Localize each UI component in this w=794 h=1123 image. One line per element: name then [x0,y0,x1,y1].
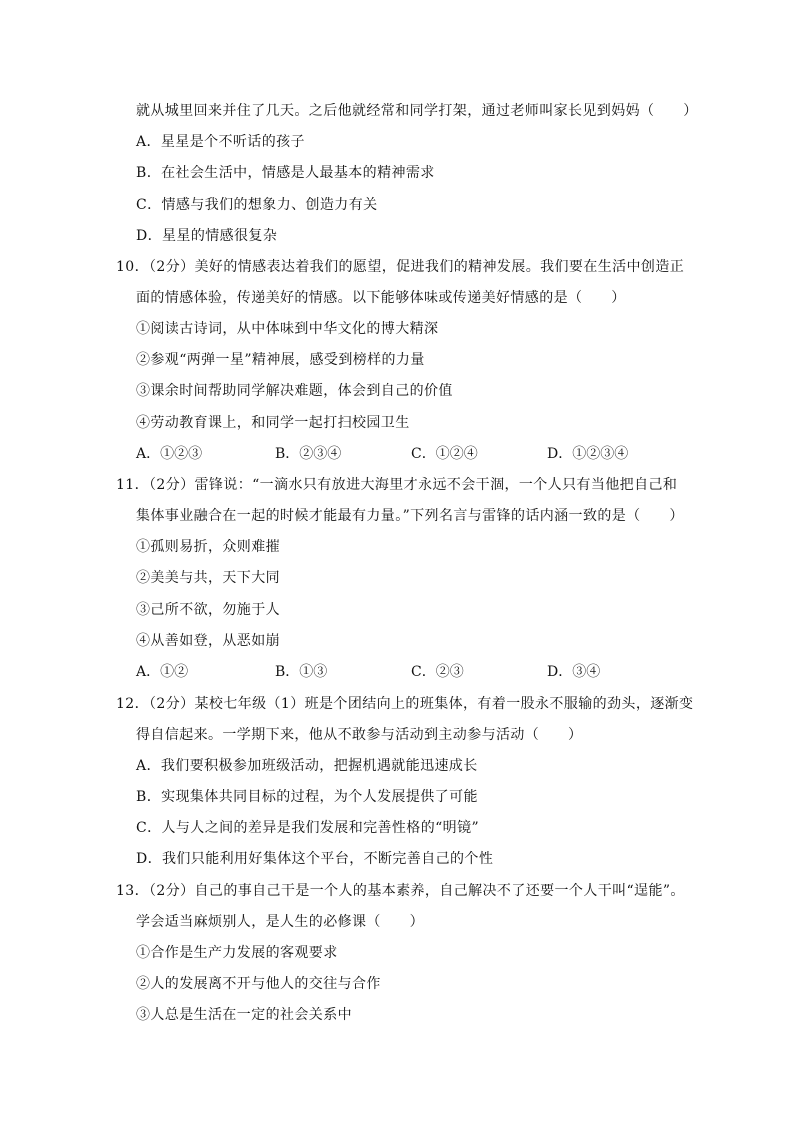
q10-stem-line1: 10．（2分）美好的情感表达着我们的愿望，促进我们的精神发展。我们要在生活中创造正 [116,259,685,275]
q9-option-b: B．在社会生活中，情感是人最基本的精神需求 [136,165,435,181]
q10-item-3: ③课余时间帮助同学解决难题，体会到自己的价值 [136,383,453,399]
q9-option-c: C．情感与我们的想象力、创造力有关 [136,197,378,213]
q11-choice-c: C．②③ [411,664,464,680]
q11-item-1: ①孤则易折，众则难摧 [136,539,280,555]
q13-item-3: ③人总是生活在一定的社会关系中 [136,1007,352,1023]
q12-option-d: D．我们只能利用好集体这个平台，不断完善自己的个性 [136,851,494,867]
q10-item-2: ②参观“两弹一星”精神展，感受到榜样的力量 [136,352,425,368]
q10-stem-line2: 面的情感体验，传递美好的情感。以下能够体味或传递美好情感的是（ ） [136,290,626,306]
q10-item-4: ④劳动教育课上，和同学一起打扫校园卫生 [136,415,410,431]
q11-choice-d: D．③④ [547,664,601,680]
q13-item-2: ②人的发展离不开与他人的交往与合作 [136,976,381,992]
q9-option-d: D．星星的情感很复杂 [136,228,278,244]
q10-choice-b: B．②③④ [275,446,342,462]
q11-stem-line1: 11．（2分）雷锋说：“一滴水只有放进大海里才永远不会干涸，一个人只有当他把自己和 [116,477,678,493]
q13-item-1: ①合作是生产力发展的客观要求 [136,945,338,961]
q13-stem-line1: 13．（2分）自己的事自己干是一个人的基本素养，自己解决不了还要一个人干叫“逞能”。 [116,883,685,899]
q11-item-2: ②美美与共，天下大同 [136,570,280,586]
q10-choice-a: A．①②③ [136,446,203,462]
q11-item-3: ③己所不欲，勿施于人 [136,602,280,618]
q12-option-c: C．人与人之间的差异是我们发展和完善性格的“明镜” [136,820,480,836]
q11-item-4: ④从善如登，从恶如崩 [136,633,280,649]
q10-choice-c: C．①②④ [411,446,478,462]
q11-choice-a: A．①② [136,664,189,680]
q10-item-1: ①阅读古诗词，从中体味到中华文化的博大精深 [136,321,439,337]
q9-option-a: A．星星是个不听话的孩子 [136,134,305,150]
q12-stem-line2: 得自信起来。一学期下来，他从不敢参与活动到主动参与活动（ ） [136,727,583,743]
q11-choice-b: B．①③ [275,664,328,680]
q12-option-a: A．我们要积极参加班级活动，把握机遇就能迅速成长 [136,758,478,774]
q11-choices [136,662,696,682]
q10-choice-d: D．①②③④ [547,446,629,462]
q10-choices [136,444,696,464]
q11-stem-line2: 集体事业融合在一起的时候才能最有力量。”下列名言与雷锋的话内涵一致的是（ ） [136,508,684,524]
q9-stem-continued: 就从城里回来并住了几天。之后他就经常和同学打架，通过老师叫家长见到妈妈（ ） [136,103,698,119]
q12-option-b: B．实现集体共同目标的过程，为个人发展提供了可能 [136,789,478,805]
q12-stem-line1: 12．（2分）某校七年级（1）班是个团结向上的班集体，有着一股永不服输的劲头，逐渐变 [116,696,694,712]
q13-stem-line2: 学会适当麻烦别人，是人生的必修课（ ） [136,914,424,930]
